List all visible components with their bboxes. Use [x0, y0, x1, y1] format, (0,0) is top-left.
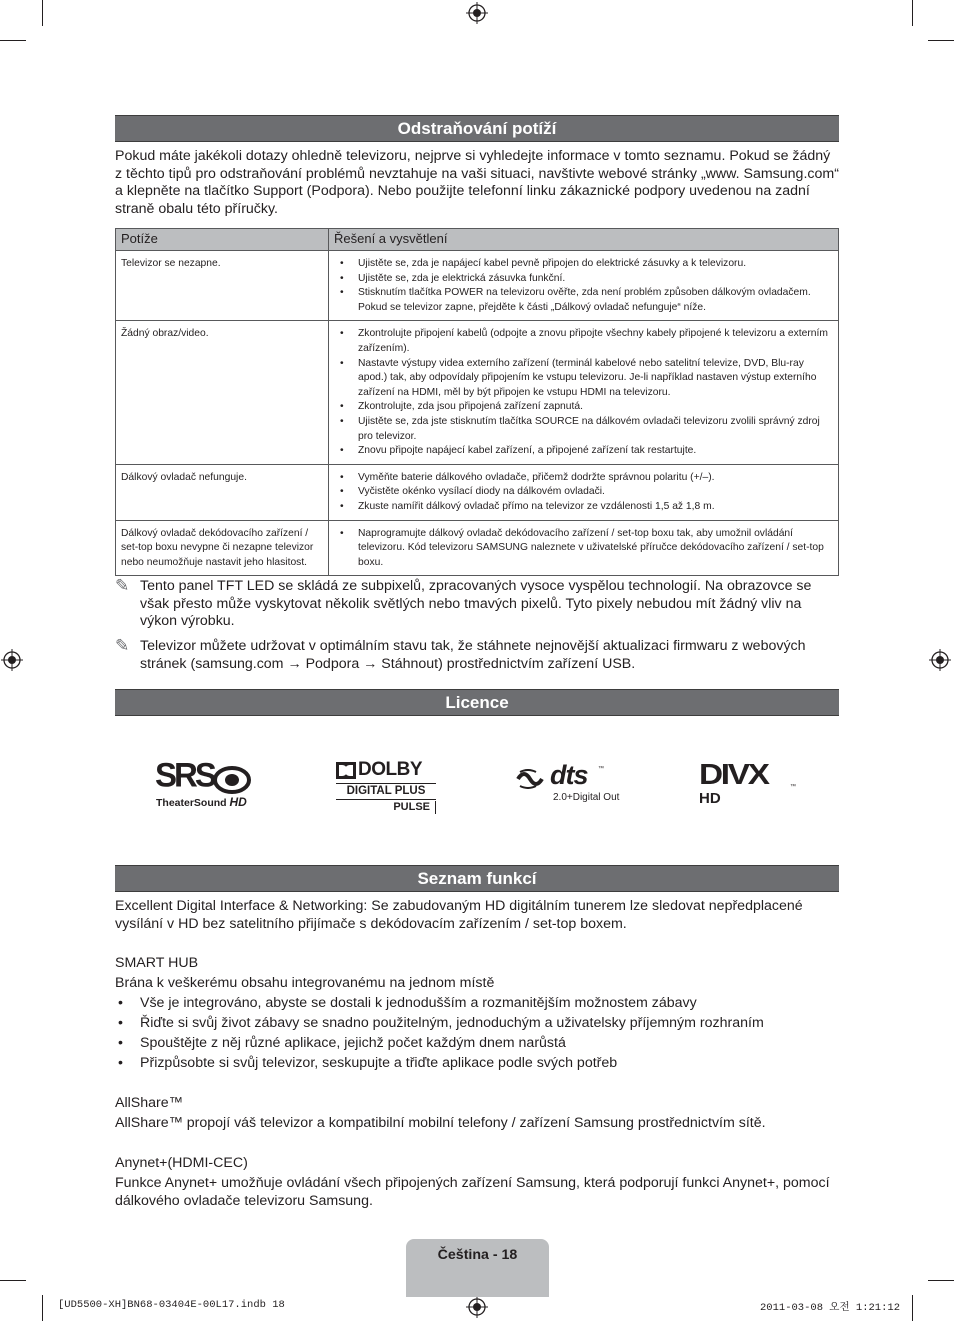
problem-cell: Dálkový ovladač nefunguje. [116, 464, 329, 520]
note [115, 578, 839, 631]
srs-theatersound-logo [155, 755, 257, 810]
column-header-problem: Potíže [116, 229, 329, 251]
table-row [116, 251, 839, 321]
allshare-desc: AllShare™ propojí váš televizor a kompatibilní mobilní telefony / zařízení Samsung prostřednictvím sítě. [115, 1115, 766, 1131]
dts-subtitle: 2.0+Digital Out [553, 792, 620, 803]
srs-subtitle [156, 795, 247, 809]
troubleshooting-intro: Pokud máte jakékoli dotazy ohledně televizoru, nejprve si vyhledejte informace v tomto seznamu. Pokud se žádný z těchto tipů pro odstraňování problémů nevztahuje na vaši situaci, navštivte webové stránky „www. Samsung.com“ a klepněte na tlačítko Support (Podpora). Nebo použijte telefonní linku zákaznické podpory uvedenou na zadní straně obalu této příručky. [115, 148, 839, 217]
registration-mark-icon [466, 2, 488, 24]
solution-item: • Ujistěte se, zda jste stisknutím tlačítka SOURCE na dálkovém ovladači televizoru zvolili správný zdroj pro televizor. [334, 415, 833, 444]
dolby-wordmark: DOLBY [358, 759, 422, 780]
solution-item: • Vyměňte baterie dálkového ovladače, přičemž dodržte správnou polaritu (+/–). [334, 471, 833, 486]
features-intro: Excellent Digital Interface & Networking: Se zabudovaným HD digitálním tunerem lze sledovat nepředplacené vysílání v HD bez satelitního přijímače s dekódovacím zařízením / set-top boxem. [115, 898, 803, 932]
table-header-row [116, 229, 839, 251]
solution-item: • Ujistěte se, zda je napájecí kabel pevně připojen do elektrické zásuvky a k televizoru. [334, 257, 833, 272]
dolby-double-d-icon [336, 762, 356, 779]
column-header-solution: Řešení a vysvětlení [329, 229, 839, 251]
crop-mark [0, 1280, 26, 1281]
solution-item: • Vyčistěte okénko vysílací diody na dálkovém ovladači. [334, 485, 833, 500]
srs-wordmark: SRS [155, 755, 214, 794]
crop-mark [912, 0, 913, 26]
dts-logo [516, 760, 620, 806]
solution-item: • Zkontrolujte, zda jsou připojená zařízení zapnutá. [334, 400, 833, 415]
solution-item: • Stisknutím tlačítka POWER na televizoru ověřte, zda není problém způsoben dálkovým ovladačem. Pokud se televizor zapne, přejděte k části „Dálkový ovladač nefunguje“ níže. [334, 286, 833, 315]
solution-item: • Nastavte výstupy videa externího zařízení (terminál kabelové nebo satelitní televize, DVD, Blu-ray apod.) tak, aby odpovídaly připojením ke vstupu televizoru. Je-li například nastaven výstup externího zařízení na HDMI, měl by být připojen ke vstupu HDMI na televizoru. [334, 357, 833, 401]
list-item: • Spouštějte z něj různé aplikace, jejichž počet každým dnem narůstá [115, 1033, 839, 1053]
troubleshooting-table [115, 228, 839, 576]
table-row [116, 321, 839, 464]
crop-mark [42, 1295, 43, 1321]
list-item: • Řiďte si svůj život zábavy se snadno použitelným, jednoduchým a uživatelsky příjemným rozhraním [115, 1013, 839, 1033]
crop-mark [928, 1280, 954, 1281]
srs-circle-icon [212, 766, 252, 794]
solution-item: • Naprogramujte dálkový ovladač dekódovacího zařízení / set-top boxu tak, aby umožnil ovládání televizoru. Kód televizoru SAMSUNG naleznete v uživatelské příručce dekódovacího zařízení / set-top boxu. [334, 527, 833, 571]
solution-cell [329, 251, 839, 321]
registration-mark-icon [466, 1296, 488, 1318]
dts-sound-wave-icon [516, 769, 548, 789]
table-row [116, 520, 839, 576]
divx-hd: HD [699, 790, 721, 807]
dolby-line3: PULSE [376, 801, 436, 814]
solution-item: • Zkontrolujte připojení kabelů (odpojte a znovu připojte všechny kabely připojené k televizoru a externím zařízením). [334, 327, 833, 356]
divx-hd-logo [699, 759, 799, 808]
page-number-tab: Čeština - 18 [406, 1239, 549, 1297]
table-row [116, 464, 839, 520]
srs-sub-text: TheaterSound [156, 797, 227, 809]
crop-mark [928, 40, 954, 41]
solution-item: • Zkuste namířit dálkový ovladač přímo na televizor ze vzdálenosti 1,5 až 1,8 m. [334, 500, 833, 515]
crop-mark [42, 0, 43, 26]
registration-mark-icon [929, 649, 951, 671]
solution-cell [329, 321, 839, 464]
dts-wordmark: dts [550, 760, 588, 790]
list-item: • Vše je integrováno, abyste se dostali k jednodušším a rozmanitějším možnostem zábavy [115, 993, 839, 1013]
smart-hub-desc: Brána k veškerému obsahu integrovanému na jednom místě [115, 975, 495, 991]
footer-file-info: [UD5500-XH]BN68-03404E-00L17.indb 18 [58, 1299, 285, 1311]
divx-wordmark: DIVX [699, 759, 768, 791]
dolby-line2: DIGITAL PLUS [336, 783, 436, 800]
problem-cell: Žádný obraz/video. [116, 321, 329, 464]
crop-mark [0, 40, 26, 41]
problem-cell: Dálkový ovladač dekódovacího zařízení / set-top boxu nevypne či nezapne televizor nebo neumožňuje nastavit jeho hlasitost. [116, 520, 329, 576]
note-pencil-icon: ✎ [115, 576, 130, 595]
dolby-digital-plus-logo [336, 761, 438, 816]
solution-item: • Znovu připojte napájecí kabel zařízení, a připojené zařízení tak restartujte. [334, 444, 833, 459]
list-item: • Přizpůsobte si svůj televizor, seskupujte a třiďte aplikace podle svých potřeb [115, 1053, 839, 1073]
dts-tm: ™ [598, 766, 604, 772]
note-pencil-icon: ✎ [115, 636, 130, 655]
note-text: Televizor můžete udržovat v optimálním stavu tak, že stáhnete nejnovější aktualizaci firmwaru z webových stránek (samsung.com → Podpora → Stáhnout) prostřednictvím zařízení USB. [140, 638, 806, 672]
solution-item: • Ujistěte se, zda je elektrická zásuvka funkční. [334, 272, 833, 287]
anynet-heading: Anynet+(HDMI-CEC) [115, 1155, 248, 1171]
allshare-heading: AllShare™ [115, 1095, 183, 1111]
problem-cell: Televizor se nezapne. [116, 251, 329, 321]
smart-hub-heading: SMART HUB [115, 955, 199, 971]
section-title-licence: Licence [115, 689, 839, 716]
note [115, 638, 839, 673]
smart-hub-bullets [115, 993, 839, 1073]
divx-tm: ™ [790, 784, 796, 790]
note-text: Tento panel TFT LED se skládá ze subpixelů, zpracovaných vysoce vyspělou technologií. Na obrazovce se však přesto může vyskytovat několik světlých nebo tmavých pixelů. Tyto pixely nebudou mít žádný vliv na výkon výrobku. [140, 578, 812, 629]
solution-cell [329, 464, 839, 520]
anynet-desc: Funkce Anynet+ umožňuje ovládání všech připojených zařízení Samsung, která podporují funkci Anynet+, pomocí dálkového ovladače televizoru Samsung. [115, 1175, 830, 1209]
srs-hd-text: HD [229, 795, 247, 809]
crop-mark [912, 1295, 913, 1321]
registration-mark-icon [1, 649, 23, 671]
footer-date: 2011-03-08 오전 1:21:12 [760, 1302, 901, 1314]
section-title-features: Seznam funkcí [115, 865, 839, 892]
section-title-troubleshooting: Odstraňování potíží [115, 115, 839, 142]
solution-cell [329, 520, 839, 576]
